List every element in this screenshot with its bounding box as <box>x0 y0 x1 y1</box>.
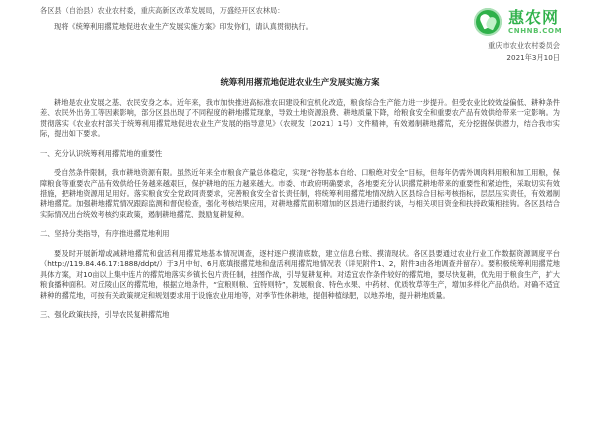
paragraph-1: 耕地是农业发展之基、农民安身之本。近年来，我市加快推进高标准农田建设和宜机化改造，粮食综合生产能力进一步提升。但受农业比较效益偏低、耕种条件差、农民外出务工等因素影响，部分区县出现了不同程度的耕地撂荒现象，导致土地资源浪费、耕地质量下降，给粮食安全和重要农产品有效供给带来一定影响。为贯彻落实《农业农村部关于统筹利用撂荒地促进农业生产发展的指导意见》（农规发〔2021〕1号）文件精神，有效遏制耕地撂荒，充分挖掘保供潜力，结合我市实际，提出如下要求。 <box>40 97 560 139</box>
intro-line: 现将《统筹利用撂荒地促进农业生产发展实施方案》印发你们，请认真贯彻执行。 <box>54 22 313 32</box>
addressees: 各区县（自治县）农业农村委，重庆高新区改革发展局，万盛经开区农林局： <box>40 6 285 15</box>
section-heading-2: 二、坚持分类指导，有序推进撂荒地利用 <box>40 229 170 239</box>
watermark-url: CNHNB.COM <box>508 26 563 35</box>
issue-date: 2021年3月10日 <box>506 53 560 63</box>
paragraph-3: 要及时开展新增或减耕地撂荒和盘活利用撂荒地基本情况调查，逐村逐户摸清底数，建立信息台账、摸清现状。各区县要通过农业行业工作数据资源调度平台（http://119.84.46.17:1888/ddpt/）于3月中旬、6月底填报撂荒地和盘活利用撂荒地情况表（详见附件1、2，附件3由各地调查并留存）。要积极统筹利用撂荒地具体方案，对10亩以上集中连片的撂荒地落实乡镇长包片责任制，挂图作战，引导复耕复种。对适宜农作条件较好的撂荒地，要尽快复耕，优先用于粮食生产，扩大粮食播种面积。对丘陵山区的撂荒地，根据立地条件，“宜粮则粮、宜特则特”，发展粮食、特色水果、中药材、优质牧草等生产，增加多样化产品供给。对确不适宜耕种的撂荒地，可按有关政策规定和规划要求用于设施农业用地等，对季节性休耕地，提倡种植绿肥，以地养地，提升耕地质量。 <box>40 248 560 300</box>
paragraph-2: 受自然条件限制，我市耕地资源有限。虽然近年来全市粮食产量总体稳定，实现“谷物基本自给、口粮绝对安全”目标，但每年仍需外调肉料用粮和加工用粮，保障粮食等重要农产品有效供给任务越来越艰巨，保护耕地的压力越来越大。市委、市政府明确要求，各地要充分认识撂荒耕地带来的重要性和紧迫性，采取切实有效措施，把耕地资源用足用好。落实粮食安全党政同责要求，完善粮食安全省长责任制，将统筹利用撂荒地情况纳入区县综合目标考核指标，层层压实责任，有效遏制耕地撂荒。加强耕地撂荒情况跟踪监测和督促检查，强化考核结果应用，对耕地撂荒面积增加的区县进行通报约谈，与相关项目资金和扶持政策相挂钩。各区县结合实际情况出台统效考核约束政策，遏制耕地撂荒、鼓励复耕复种。 <box>40 168 560 219</box>
document-title: 统筹利用撂荒地促进农业生产发展实施方案 <box>220 76 380 87</box>
section-heading-3: 三、强化政策扶持，引导农民复耕撂荒地 <box>40 309 170 319</box>
section-heading-1: 一、充分认识统筹利用撂荒地的重要性 <box>40 148 163 158</box>
issuer: 重庆市农业农村委员会 <box>488 40 560 50</box>
document-content <box>40 6 563 329</box>
watermark-brand: 惠农网 <box>508 7 560 27</box>
